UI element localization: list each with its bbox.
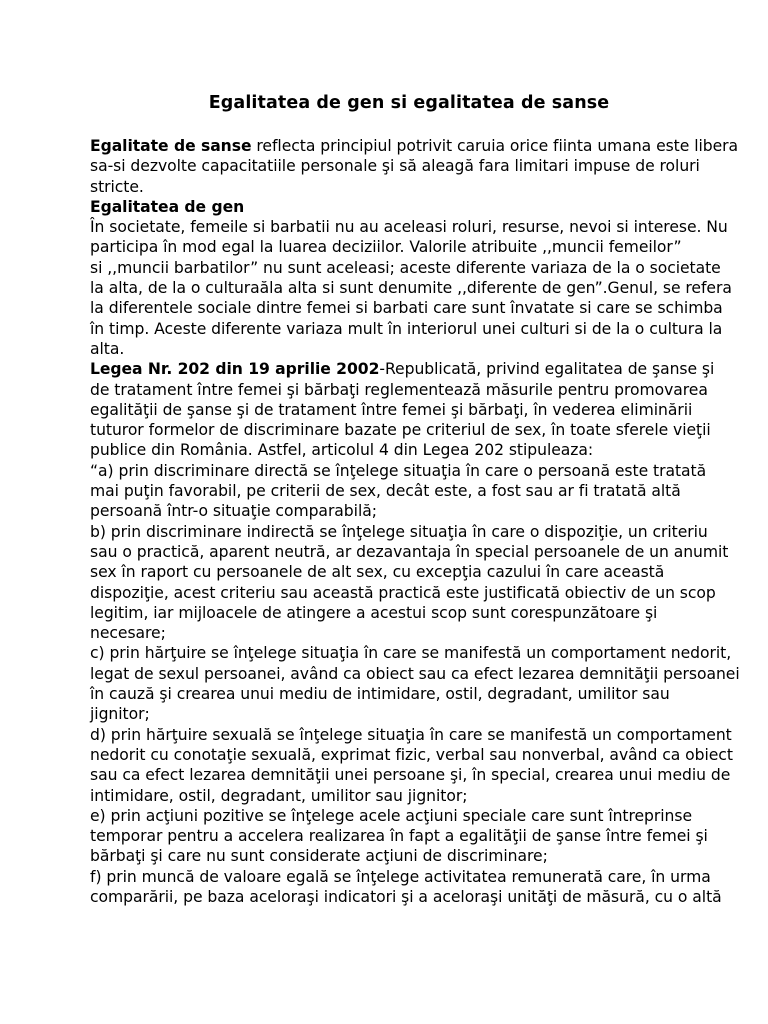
text-line [90,583,730,603]
text-run: stricte. [90,177,144,196]
text-line [90,765,730,785]
text-run: nedorit cu conotaţie sexuală, exprimat fizic, verbal sau nonverbal, având ca obiect [90,745,733,764]
text-run: în timp. Aceste diferente variaza mult în interiorul unei culturi si de la o cultura la [90,319,723,338]
text-run: temporar pentru a accelera realizarea în fapt a egalităţii de şanse între femei şi [90,827,708,846]
text-run: necesare; [90,624,166,643]
text-run: d) prin hărţuire sexuală se înţelege situaţia în care se manifestă un comportament [90,725,732,744]
text-line [90,237,730,257]
text-line [90,359,730,379]
text-run: persoană într-o situaţie comparabilă; [90,502,377,521]
text-run: sex în raport cu persoanele de alt sex, cu excepţia cazului în care această [90,563,665,582]
text-run: egalităţii de şanse şi de tratament între femei şi bărbaţi, în vederea eliminării [90,400,693,419]
text-run: sau ca efect lezarea demnităţii unei persoane şi, în special, crearea unui mediu de [90,766,731,785]
document-body [90,136,740,907]
text-line [90,319,730,339]
text-line [90,745,733,765]
text-line [90,177,730,197]
text-run: mai puţin favorabil, pe criterii de sex, decât este, a fost sau ar fi tratată altă [90,482,681,501]
text-line [90,136,739,156]
text-line [90,440,730,460]
text-line [90,278,730,298]
text-run: tuturor formelor de discriminare bazate pe criteriul de sex, în toate sferele vieţii [90,421,711,440]
text-run: si ,,muncii barbatilor” nu sunt aceleasi; aceste diferente variaza de la o societate [90,258,721,277]
text-line [90,664,740,684]
text-line [90,867,730,887]
text-run: f) prin muncă de valoare egală se înţelege activitatea remunerată care, în urma [90,867,711,886]
text-line [90,806,730,826]
text-run: la alta, de la o culturaăla alta si sunt denumite ,,diferente de gen”.Genul, se refera [90,279,732,298]
text-line [90,846,730,866]
text-run: alta. [90,339,125,358]
text-line [90,258,730,278]
text-line [90,826,730,846]
text-line [90,725,730,745]
text-line [90,623,730,643]
text-run: c) prin hărţuire se înţelege situaţia în care se manifestă un comportament nedorit, [90,644,732,663]
text-run: “a) prin discriminare directă se înţelege situaţia în care o persoană este tratată [90,461,707,480]
text-line [90,156,730,176]
text-line [90,643,730,663]
text-line [90,704,730,724]
text-line [90,786,730,806]
text-line [90,298,730,318]
text-run: la diferentele sociale dintre femei si barbati care sunt învatate si care se schimba [90,299,723,318]
text-run: În societate, femeile si barbatii nu au aceleasi roluri, resurse, nevoi si interese. Nu [90,218,728,237]
text-line [90,562,730,582]
text-run: dispoziţie, acest criteriu sau această practică este justificată obiectiv de un scop [90,583,716,602]
bold-text-run: Legea Nr. 202 din 19 aprilie 2002 [90,360,380,379]
text-run: publice din România. Astfel, articolul 4 din Legea 202 stipuleaza: [90,441,594,460]
text-line [90,197,730,217]
bold-text-run: Egalitate de sanse [90,137,252,155]
bold-text-run: Egalitatea de gen [90,197,245,216]
text-run: e) prin acţiuni pozitive se înţelege acele acţiuni speciale care sunt întreprinse [90,806,692,825]
text-line [90,684,730,704]
document-title: Egalitatea de gen si egalitatea de sanse [208,93,610,113]
text-line [90,339,730,359]
text-line [90,481,730,501]
text-run: b) prin discriminare indirectă se înţelege situaţia în care o dispoziţie, un criteriu [90,522,708,541]
text-line [90,380,730,400]
text-line [90,217,730,237]
text-run: comparării, pe baza aceloraşi indicatori şi a aceloraşi unităţi de măsură, cu o altă [90,887,722,906]
text-line [90,400,730,420]
text-run: bărbaţi şi care nu sunt considerate acţiuni de discriminare; [90,847,548,866]
text-line [90,887,730,907]
text-line [90,522,730,542]
text-run: legat de sexul persoanei, având ca obiect sau ca efect lezarea demnităţii persoanei [90,664,740,683]
text-run: în cauză şi crearea unui mediu de intimidare, ostil, degradant, umilitor sau [90,685,670,704]
text-run: sa-si dezvolte capacitatiile personale şi să aleagă fara limitari impuse de roluri [90,157,700,176]
text-run: reflecta principiul potrivit caruia orice fiinta umana este libera [251,137,739,155]
text-run: jignitor; [90,705,150,724]
text-run: -Republicată, privind egalitatea de şanse şi [379,360,715,379]
text-run: intimidare, ostil, degradant, umilitor sau jignitor; [90,786,468,805]
text-line [90,603,730,623]
text-line [90,501,730,521]
text-run: sau o practică, aparent neutră, ar dezavantaja în special persoanele de un anumit [90,542,729,561]
text-line [90,542,730,562]
text-run: de tratament între femei şi bărbaţi reglementează măsurile pentru promovarea [90,380,708,399]
text-run: legitim, iar mijloacele de atingere a acestui scop sunt corespunzătoare şi [90,603,658,622]
text-run: participa în mod egal la luarea deciziilor. Valorile atribuite ,,muncii femeilor” [90,238,682,257]
text-line [90,420,730,440]
text-line [90,461,730,481]
